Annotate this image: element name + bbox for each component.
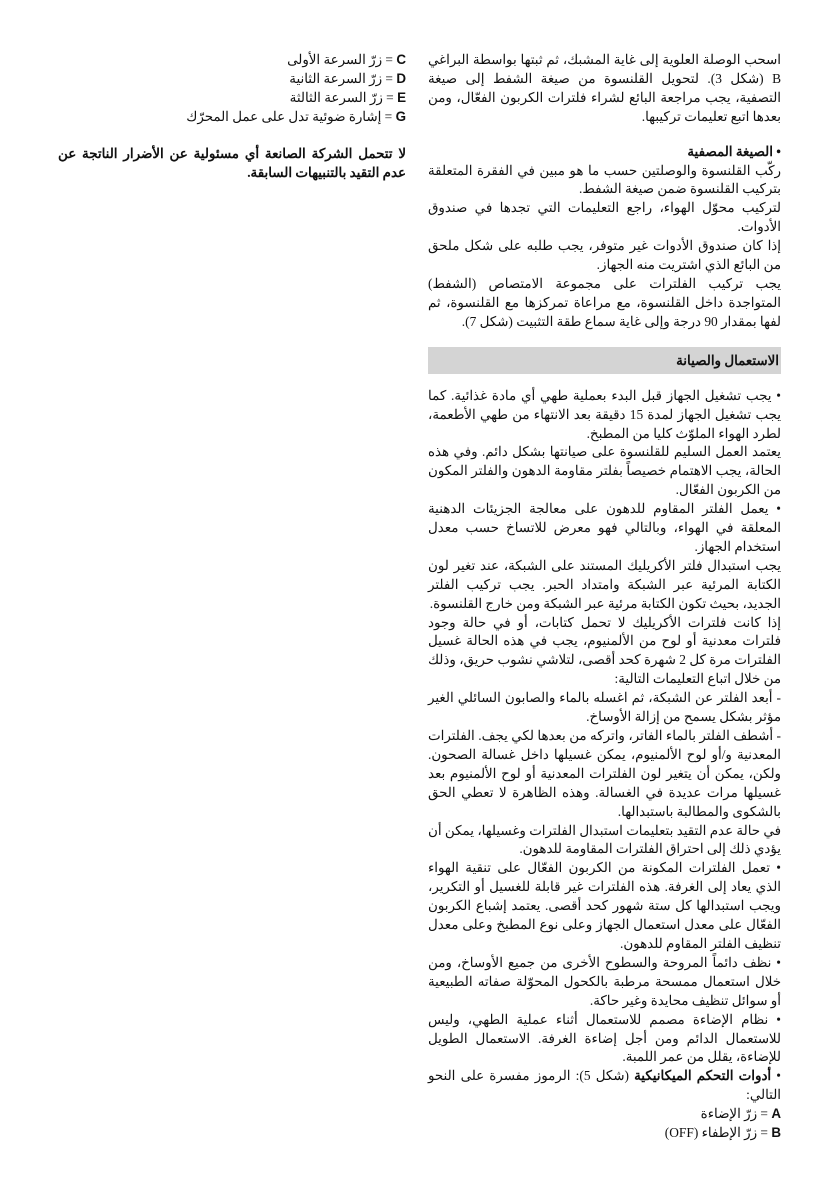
left-column — [58, 51, 406, 182]
use-paragraph-4: يجب استبدال فلتر الأكريليك المستند على الشبكة، عند تغير لون الكتابة المرئية عبر الشبكة وامتداد الحبر. يجب تركيب الفلتر الجديد، بحيث تكون الكتابة مرئية عبر الشبكة ومن خارج القلنسوة. — [428, 557, 781, 611]
use-paragraph-8: في حالة عدم التقيد بتعليمات استبدال الفلترات وغسيلها، يمكن أن يؤدي ذلك إلى احتراق الفلترات المقاومة للدهون. — [428, 822, 781, 857]
legend-right — [428, 1105, 781, 1143]
legend-item-g — [58, 108, 406, 127]
section-title: الاستعمال والصيانة — [676, 352, 779, 368]
controls-title: أدوات التحكم الميكانيكية — [634, 1068, 772, 1084]
use-paragraph-10: • نظف دائماً المروحة والسطوح الأخرى من جميع الأوساخ، ومن خلال استعمال ممسحة مرطبة بالكحول المحوّلة صفاته الطبيعية أو سوائل تنظيف محايدة وغير حاكة. — [428, 954, 781, 1008]
legend-text-c: = زرّ السرعة الأولى — [287, 52, 397, 67]
filter-paragraph-3: إذا كان صندوق الأدوات غير متوفر، يجب طلبه على شكل ملحق من البائع الذي اشتريت منه الجهاز. — [428, 238, 781, 273]
use-paragraph-7: - أشطف الفلتر بالماء الفاتر، واتركه من بعدها لكي يجف. الفلترات المعدنية و/أو لوح الألمنيوم، يمكن غسيلها داخل غسالة الصحون. ولكن، يمكن أن يتغير لون الفلترات المعدنية أو لوح الألمنيوم بعد غسيلها مرات عديدة في الغسالة. وهذه الظاهرة لا تعطي الحق بالشكوى والمطالبة باستبدالها. — [428, 728, 781, 819]
legend-text-e: = زرّ السرعة الثالثة — [289, 89, 398, 105]
legend-text-d: = زرّ السرعة الثانية — [289, 70, 397, 86]
use-paragraph-6: - أبعد الفلتر عن الشبكة، ثم اغسله بالماء والصابون السائلي الغير مؤثر بشكل يسمح من إزالة الأوساخ. — [428, 690, 781, 725]
use-paragraph-3: • يعمل الفلتر المقاوم للدهون على معالجة الجزيئات الدهنية المعلقة في الهواء، وبالتالي فهو معرض للاتساخ حسب معدل استخدام الجهاز. — [428, 501, 781, 554]
legend-key-e: E — [397, 89, 406, 105]
legend-key-c: C — [396, 52, 406, 67]
mechanical-controls-paragraph — [428, 1067, 781, 1105]
use-paragraph-1: • يجب تشغيل الجهاز قبل البدء بعملية طهي أي مادة غذائية. كما يجب تشغيل الجهاز لمدة 15 دقيقة بعد الانتهاء من طهي الأطعمة، لطرد الهواء الملوّث كليا من المطبخ. — [428, 387, 781, 441]
filter-paragraph-4: يجب تركيب الفلترات على مجموعة الامتصاص (الشفط) المتواجدة داخل القلنسوة، مع مراعاة تمركزها مع القلنسوة، ثم لفها بمقدار 90 درجة وإلى غاية سماع طقة التثبيت (شكل 7). — [428, 275, 781, 329]
legend-text-b: = زرّ الإطفاء (OFF) — [664, 1125, 772, 1141]
legend-key-g: G — [395, 108, 406, 124]
filter-paragraph-2: لتركيب محوّل الهواء، راجع التعليمات التي تجدها في صندوق الأدوات. — [428, 200, 781, 235]
legend-text-g: = إشارة ضوئية تدل على عمل المحرّك — [186, 108, 396, 124]
legend-item-c — [58, 51, 406, 70]
use-paragraph-5: إذا كانت فلترات الأكريليك لا تحمل كتابات، أو في حالة وجود فلترات معدنية أو لوح من الألمنيوم، يجب في هذه الحالة غسيل الفلترات مرة كل 2 شهرة كحد أقصى، لتلاشي نشوب حريق، وذلك من خلال اتباع التعليمات التالية: — [428, 614, 781, 687]
legend-key-d: D — [396, 70, 406, 86]
legend-item-d — [58, 70, 406, 89]
filter-paragraph-1: ركّب القلنسوة والوصلتين حسب ما هو مبين في الفقرة المتعلقة بتركيب القلنسوة ضمن صيغة الشفط. — [428, 162, 781, 197]
use-paragraph-11: • نظام الإضاءة مصمم للاستعمال أثناء عملية الطهي، وليس للاستعمال الدائم ومن أجل إضاءة الغرفة. الاستعمال الطويل للإضاءة، يقلل من عمر اللمبة. — [428, 1011, 781, 1065]
legend-text-a: = زرّ الإضاءة — [700, 1106, 772, 1122]
legend-item-e — [58, 89, 406, 108]
legend-item-a — [428, 1105, 781, 1124]
intro-paragraph: اسحب الوصلة العلوية إلى غاية المشبك، ثم ثبتها بواسطة البراغي B (شكل 3). لتحويل القلنسوة من صيغة الشفط إلى صيغة التصفية، يجب مراجعة البائع لشراء فلترات الكربون الفعّال، ومن بعدها اتبع تعليمات تركيبها. — [428, 52, 781, 124]
liability-warning: لا تتحمل الشركة الصانعة أي مسئولية عن الأضرار الناتجة عن عدم التقيد بالتنبيهات السابقة. — [58, 145, 406, 180]
section-title-band — [428, 347, 781, 374]
use-paragraph-2: يعتمد العمل السليم للقلنسوة على صيانتها بشكل دائم. وفي هذه الحالة، يجب الاهتمام خصيصاً بفلتر مقاومة الدهون والفلتر المكون من الكربون الفعّال. — [428, 444, 781, 498]
legend-left — [58, 51, 406, 127]
controls-bullet: • — [771, 1068, 781, 1084]
legend-item-b — [428, 1124, 781, 1143]
filter-mode-heading: • الصيغة المصفية — [687, 143, 781, 159]
use-paragraph-9: • تعمل الفلترات المكونة من الكربون الفعّال على تنقية الهواء الذي يعاد إلى الغرفة. هذه الفلترات غير قابلة للغسيل أو التكرير، ويجب استبدالها كل ستة شهور كحد أقصى. يعتمد إشباع الكربون الفعّال على معدل استعمال الجهاز وعلى نوع المطبخ وعلى معدل تنظيف الفلتر المقاوم للدهون. — [428, 860, 781, 951]
right-column — [428, 51, 781, 1143]
controls-description: (شكل 5): الرموز مفسرة على النحو التالي: — [428, 1068, 781, 1103]
legend-key-a: A — [771, 1106, 781, 1122]
legend-key-b: B — [771, 1125, 781, 1141]
